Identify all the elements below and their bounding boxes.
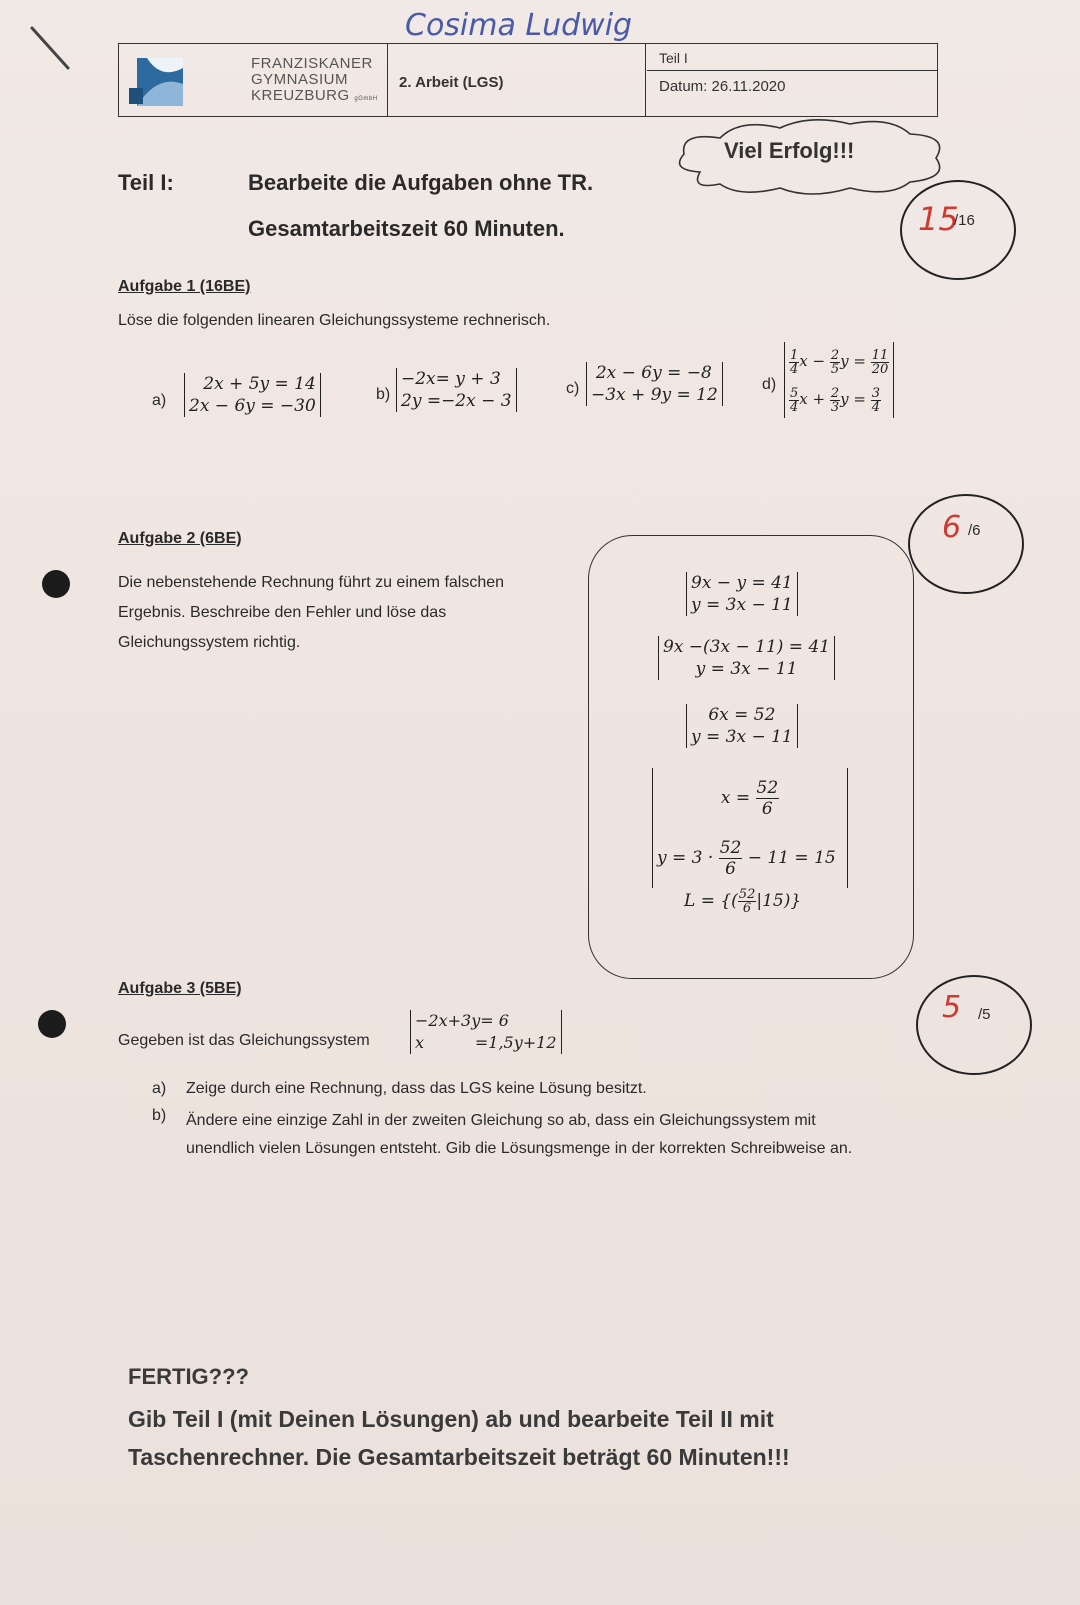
exam-part: Teil I — [659, 50, 688, 66]
time-text: Gesamtarbeitszeit 60 Minuten. — [248, 216, 565, 241]
school-logo-icon — [127, 54, 187, 110]
a2-score-circle — [908, 494, 1024, 594]
a3-score-max: /5 — [978, 1006, 991, 1023]
a2-step3-system: 6x = 52 y = 3x − 11 — [686, 704, 798, 748]
a1-b-system: −2x= y + 3 2y =−2x − 3 — [396, 368, 517, 412]
a1-c-system: 2x − 6y = −8 −3x + 9y = 12 — [586, 362, 723, 406]
cloud-text: Viel Erfolg!!! — [724, 138, 855, 163]
a1-d-label: d) — [762, 376, 777, 393]
exam-meta-cell — [647, 44, 937, 116]
aufgabe3-title: Aufgabe 3 (5BE) — [118, 980, 242, 997]
a3-a-label: a) — [152, 1080, 167, 1097]
exam-date: Datum: 26.11.2020 — [659, 78, 786, 95]
student-name: Cosima Ludwig — [405, 8, 633, 43]
footer-instructions: Gib Teil I (mit Deinen Lösungen) ab und bearbeite Teil II mit Taschenrechner. Die Gesamtarbeitszeit beträgt 60 Minuten!!! — [128, 1406, 790, 1470]
instruction-text: Bearbeite die Aufgaben ohne TR. — [248, 170, 594, 195]
a1-b-label: b) — [376, 386, 391, 403]
a2-solution-set: L = {( $\frac{52}{6}$ |15)} — [684, 887, 802, 916]
footer-fertig: FERTIG??? — [128, 1364, 249, 1389]
school-logo-cell — [119, 44, 388, 116]
a3-b-text: Ändere eine einzige Zahl in der zweiten Gleichung so ab, dass ein Gleichungssystem mit unendlich vielen Lösungen entsteht. Gib die Lösungsmenge in der korrekten Schreibweise an. — [186, 1112, 853, 1157]
aufgabe1-title: Aufgabe 1 (16BE) — [118, 278, 251, 295]
a3-b-label: b) — [152, 1107, 167, 1124]
a3-a-text: Zeige durch eine Rechnung, dass das LGS keine Lösung besitzt. — [186, 1080, 647, 1097]
a1-c-label: c) — [566, 380, 580, 397]
a1-a-label: a) — [152, 392, 167, 409]
exam-title: 2. Arbeit (LGS) — [399, 74, 504, 91]
aufgabe3-given: Gegeben ist das Gleichungssystem — [118, 1032, 370, 1049]
aufgabe2-title: Aufgabe 2 (6BE) — [118, 530, 242, 547]
a2-step1-system: 9x − y = 41 y = 3x − 11 — [686, 572, 798, 616]
school-name: FRANZISKANER GYMNASIUM KREUZBURG gGmbH — [251, 55, 378, 104]
total-score-max: /16 — [954, 212, 975, 229]
aufgabe1-text: Löse die folgenden linearen Gleichungssysteme rechnerisch. — [118, 312, 551, 329]
a2-score-max: /6 — [968, 522, 981, 539]
teil-label: Teil I: — [118, 170, 174, 195]
a2-score-got: 6 — [942, 510, 962, 545]
exam-title-cell — [387, 44, 646, 116]
binder-hole — [42, 570, 70, 598]
binder-hole — [38, 1010, 66, 1038]
pen-stroke-mark — [28, 24, 78, 76]
a3-system: −2x+3y= 6 x =1,5y+12 — [410, 1010, 562, 1054]
exam-header — [118, 43, 938, 117]
a3-score-got: 5 — [942, 990, 962, 1025]
a2-step4-system: x = $\frac{52}{6}$ y = 3 · $\frac{52}{6}$ − 11 = 15 — [652, 768, 848, 888]
a1-d-system: $\frac{1}{4}$ x − $\frac{2}{5}$ y = $\frac{11}{20}$ $\frac{5}{4}$ x + $\frac{2}{3}$ y = $\frac{3}{4}$ — [784, 342, 894, 418]
a3-score-circle — [916, 975, 1032, 1075]
total-score-got: 15 — [918, 200, 959, 238]
a1-a-system: 2x + 5y = 14 2x − 6y = −30 — [184, 373, 321, 417]
aufgabe2-text: Die nebenstehende Rechnung führt zu einem falschen Ergebnis. Beschreibe den Fehler und löse das Gleichungssystem richtig. — [118, 574, 505, 651]
a2-step2-system: 9x −(3x − 11) = 41 y = 3x − 11 — [658, 636, 835, 680]
